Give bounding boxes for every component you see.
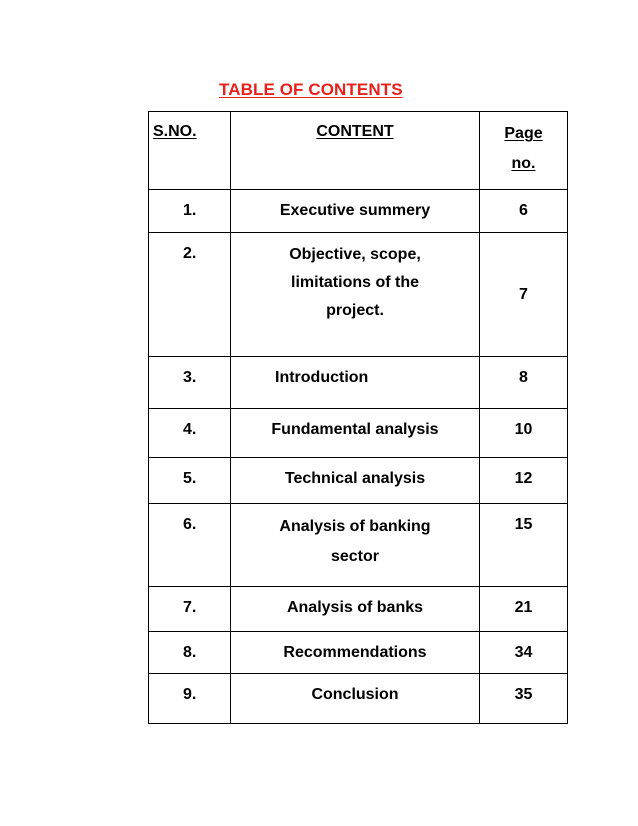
toc-table <box>148 111 568 724</box>
page-title: TABLE OF CONTENTS <box>219 80 403 99</box>
row-content-line: sector <box>330 548 380 565</box>
row-page: 8 <box>519 369 528 386</box>
table-row <box>149 233 568 357</box>
table-header-row <box>149 112 568 190</box>
row-page: 35 <box>514 686 533 703</box>
row-sno: 4. <box>183 421 197 438</box>
row-sno: 7. <box>183 599 197 616</box>
row-content: Analysis of banks <box>286 599 424 616</box>
row-sno: 6. <box>183 516 197 533</box>
row-content-line: Analysis of banking <box>279 518 431 535</box>
table-row <box>149 409 568 458</box>
table-row <box>149 587 568 632</box>
row-content: Recommendations <box>283 644 427 661</box>
header-page-line1: Page <box>504 125 543 142</box>
row-page: 6 <box>519 202 528 219</box>
table-row <box>149 632 568 674</box>
row-content: Introduction <box>275 369 369 386</box>
table-row <box>149 190 568 233</box>
row-page: 34 <box>514 644 533 661</box>
row-content: Fundamental analysis <box>271 421 439 438</box>
row-sno: 8. <box>183 644 197 661</box>
row-page: 21 <box>514 599 533 616</box>
header-content-cell <box>231 112 480 190</box>
table-row <box>149 504 568 587</box>
row-content-line: Objective, scope, <box>289 246 421 263</box>
row-content-line: limitations of the <box>291 274 419 291</box>
row-sno: 1. <box>183 202 197 219</box>
header-sno-cell <box>149 112 231 190</box>
row-content: Executive summery <box>279 202 431 219</box>
table-row <box>149 458 568 504</box>
row-content: Technical analysis <box>284 470 426 487</box>
header-page-line2: no. <box>511 155 536 172</box>
row-page: 10 <box>514 421 533 438</box>
table-row <box>149 357 568 409</box>
row-sno: 2. <box>183 245 197 262</box>
row-content-line: project. <box>326 302 384 319</box>
header-page-cell <box>480 112 568 190</box>
row-page: 15 <box>514 516 533 533</box>
table-row <box>149 674 568 724</box>
row-sno: 9. <box>183 686 197 703</box>
row-sno: 3. <box>183 369 197 386</box>
row-page: 7 <box>519 285 528 303</box>
header-sno: S.NO. <box>153 123 197 140</box>
row-sno: 5. <box>183 470 197 487</box>
row-page: 12 <box>514 470 533 487</box>
header-content: CONTENT <box>316 123 394 140</box>
row-content: Conclusion <box>311 686 399 703</box>
